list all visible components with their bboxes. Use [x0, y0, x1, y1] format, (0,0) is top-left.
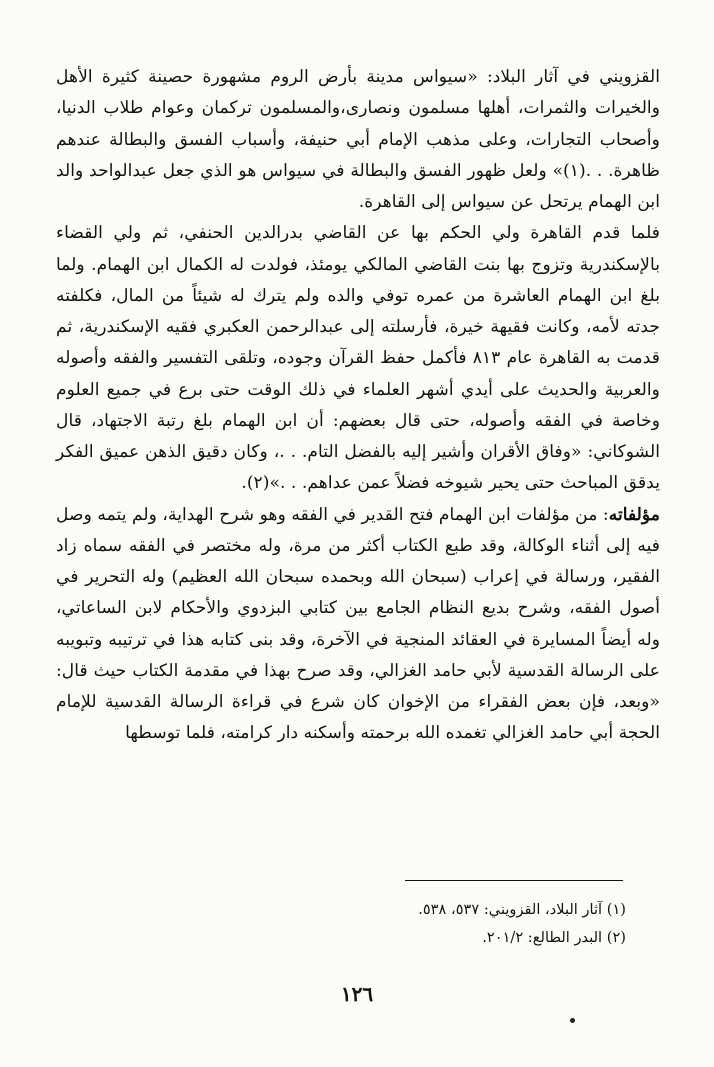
footnotes	[56, 896, 626, 952]
page-number: ١٢٦	[340, 982, 374, 1006]
paragraph-2: فلما قدم القاهرة ولي الحكم بها عن القاضي بدرالدين الحنفي، ثم ولي القضاء بالإسكندرية وتزوج بها بنت القاضي المالكي يومئذ، فولدت له الكمال ابن الهمام. ولما بلغ ابن الهمام العاشرة من عمره توفي والده ولم يترك له شيئاً من المال، فكلفته جدته لأمه، وكانت فقيهة خيرة، فأرسلته إلى عبدالرحمن العكبري فقيه الإسكندرية، ثم قدمت به القاهرة عام ٨١٣ فأكمل حفظ القرآن وجوده، وتلقى التفسير والفقه وأصوله والعربية والحديث على أيدي أشهر العلماء في ذلك الوقت حتى برع في جميع العلوم وخاصة في الفقه وأصوله، حتى قال بعضهم: أن ابن الهمام بلغ رتبة الاجتهاد، قال الشوكاني: «وفاق الأقران وأشير إليه بالفضل التام. . .، وكان دقيق الذهن عميق الفكر يدقق المباحث حتى يحير شيوخه فضلاً عمن عداهم. . .»(٢).	[56, 223, 660, 494]
section-heading-works: مؤلفاته	[608, 504, 660, 525]
ink-dot	[570, 1018, 575, 1023]
paragraph-3-text: : من مؤلفات ابن الهمام فتح القدير في الفقه وهو شرح الهداية، ولم يتمه وصل فيه إلى أثناء الوكالة، وقد طبع الكتاب أكثر من مرة، وله مختصر في الفقه سماه زاد الفقير، ورسالة في إعراب (سبحان الله وبحمده سبحان الله العظيم) وله التحرير في أصول الفقه، وشرح بديع النظام الجامع بين كتابي البزدوي والأحكام لابن الساعاتي، وله أيضاً المسايرة في العقائد المنجية في الآخرة، وقد بنى كتابه هذا في ترتيبه وتبويبه على الرسالة القدسية لأبي حامد الغزالي، وقد صرح بهذا في مقدمة الكتاب حيث قال: «وبعد، فإن بعض الفقراء من الإخوان كان شرع في قراءة الرسالة القدسية للإمام الحجة أبي حامد الغزالي تغمده الله برحمته وأسكنه دار كرامته، فلما توسطها	[56, 504, 660, 744]
footnote-divider	[405, 880, 623, 881]
footnote-2: (٢) البدر الطالع: ٢٠١/٢.	[482, 929, 626, 946]
paragraph-3	[56, 500, 660, 750]
body-text	[56, 62, 660, 750]
footnote-1: (١) آثار البلاد، القزويني: ٥٣٧، ٥٣٨.	[418, 901, 626, 918]
paragraph-1: القزويني في آثار البلاد: «سيواس مدينة بأرض الروم مشهورة حصينة كثيرة الأهل والخيرات والثمرات، أهلها مسلمون ونصارى،والمسلمون تركمان وعوام طلاب الدنيا، وأصحاب التجارات، وعلى مذهب الإمام أبي حنيفة، وأسباب الفسق والبطالة عندهم ظاهرة. . .(١)» ولعل ظهور الفسق والبطالة في سيواس هو الذي جعل عبدالواحد والد ابن الهمام يرتحل عن سيواس إلى القاهرة.	[56, 67, 661, 212]
